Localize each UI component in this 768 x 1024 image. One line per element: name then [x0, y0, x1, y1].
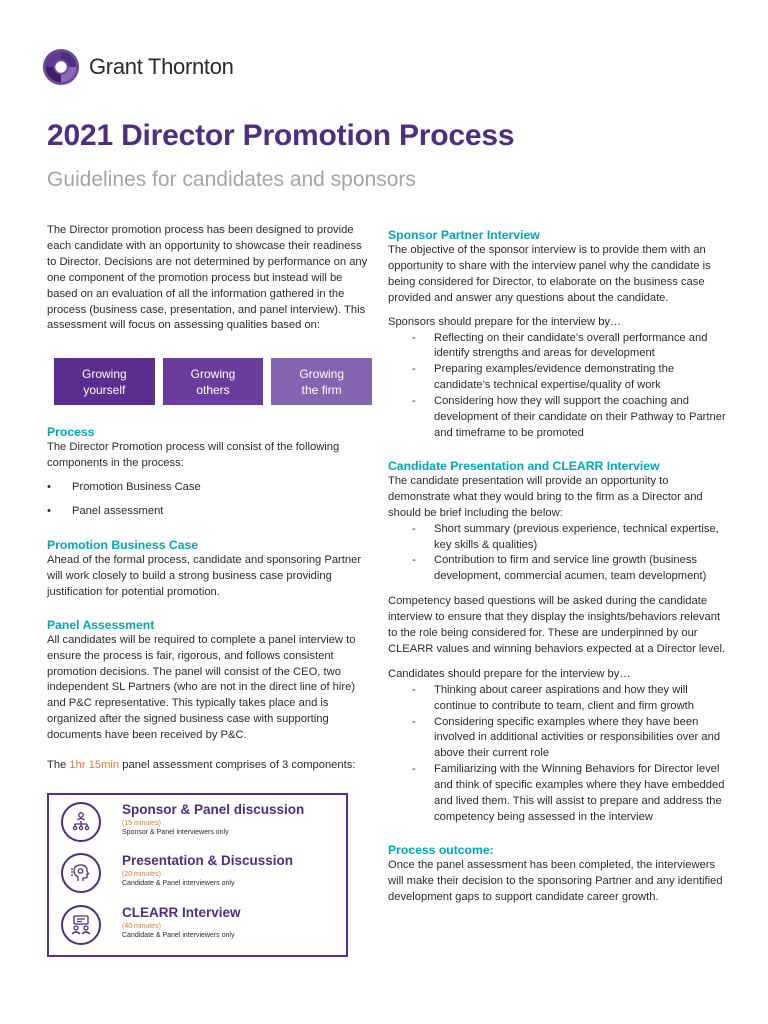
component-duration: (40 minutes): [122, 923, 161, 930]
grant-thornton-logo-icon: [42, 48, 80, 86]
outcome-section: [388, 842, 728, 906]
components-post: panel assessment comprises of 3 components:: [119, 759, 356, 772]
pill-growing-yourself: [54, 358, 155, 405]
left-column: [47, 223, 372, 774]
list-item: - Familiarizing with the Winning Behaviors for Director level and think of specific examples where they have embedded and lived them. This will assist to prepare and address the competency being assessed in the interview: [412, 762, 728, 826]
list-item: - Thinking about career aspirations and how they will continue to contribute to team, client and firm growth: [412, 683, 728, 715]
candidate-heading: Candidate Presentation and CLEARR Interview: [388, 458, 660, 473]
sponsor-section: [388, 227, 728, 442]
component-note: Sponsor & Panel interviewers only: [122, 829, 229, 836]
process-text: The Director Promotion process will consist of the following components in the process:: [47, 441, 340, 470]
list-item: - Considering how they will support the coaching and development of their candidate on their Pathway to Partner and timeframe to be promoted: [412, 394, 728, 442]
panel-text: All candidates will be required to complete a panel interview to ensure the process is fair, rigorous, and follows consistent promotion decisions. The panel will consist of the CEO, two independent SL Partners (who are not in the direct line of hire) and P&C representative. This typically takes place and is organized after the signed business case with supporting documents have been received by P&C.: [47, 633, 356, 742]
process-bullets: [47, 480, 372, 520]
list-item: - Considering specific examples where they have been involved in additional activities or responsibilities over and above their current role: [412, 715, 728, 763]
component-item: [61, 853, 293, 893]
component-note: Candidate & Panel interviewers only: [122, 880, 235, 887]
sponsor-text: The objective of the sponsor interview is to provide them with an opportunity to share with the interview panel why the candidate is being considered for Director, to elaborate on the business case provided and answer any questions about the candidate.: [388, 244, 711, 304]
pill-line: yourself: [83, 382, 126, 397]
business-case-heading: Promotion Business Case: [47, 537, 199, 552]
outcome-text: Once the panel assessment has been completed, the interviewers will make their decision to the sponsoring Partner and any identified development gaps to support candidate career growth.: [388, 858, 723, 903]
components-pre: The: [47, 759, 70, 772]
process-heading: Process: [47, 425, 95, 440]
pill-growing-the-firm: [271, 358, 372, 405]
panel-section: [47, 617, 372, 774]
pill-line: others: [196, 382, 230, 397]
head-gears-icon: [61, 853, 101, 893]
component-duration: (15 minutes): [122, 820, 161, 827]
pill-line: Growing: [190, 366, 236, 381]
page-title: 2021 Director Promotion Process: [47, 119, 515, 152]
candidate-prep: Candidates should prepare for the interview by…: [388, 667, 631, 680]
components-box: [47, 793, 348, 957]
component-title: CLEARR Interview: [122, 905, 241, 920]
panel-heading: Panel Assessment: [47, 617, 155, 632]
list-item: - Preparing examples/evidence demonstrating the candidate’s technical expertise/quality of work: [412, 362, 728, 394]
qualities-pills: [54, 358, 372, 405]
components-intro: [47, 758, 372, 774]
list-item: - Contribution to firm and service line growth (business development, commercial acumen, team development): [412, 553, 728, 585]
list-item: - Reflecting on their candidate’s overall performance and identify strengths and areas for development: [412, 331, 728, 363]
component-duration: (20 minutes): [122, 871, 161, 878]
page-subtitle: Guidelines for candidates and sponsors: [47, 168, 416, 191]
process-section: [47, 424, 372, 520]
candidate-list: [412, 522, 728, 586]
pill-line: Growing: [81, 366, 127, 381]
candidate-prep-list: [412, 683, 728, 826]
component-body: [122, 905, 241, 940]
brand-name: Grant Thornton: [89, 54, 234, 79]
right-column: [388, 227, 728, 906]
brand-logo: [42, 48, 234, 86]
sponsor-heading: Sponsor Partner Interview: [388, 228, 540, 242]
business-case-text: Ahead of the formal process, candidate and sponsoring Partner will work closely to build a strong business case providing justification for potential promotion.: [47, 553, 362, 598]
interview-chat-icon: [61, 905, 101, 945]
candidate-section: [388, 458, 728, 826]
component-title: Presentation & Discussion: [122, 853, 294, 868]
pill-growing-others: [163, 358, 264, 405]
pill-line: Growing: [299, 366, 345, 381]
component-note: Candidate & Panel interviewers only: [122, 932, 235, 939]
competency-text: Competency based questions will be asked during the candidate interview to ensure that they display the insights/behaviors relevant to the role being considered for. These are underpinned by our CLEARR values and winning behaviors expected at a Director level.: [388, 595, 726, 655]
component-body: [122, 853, 293, 888]
list-item: • Promotion Business Case: [47, 480, 372, 496]
component-body: [122, 802, 304, 837]
outcome-heading: Process outcome:: [388, 842, 494, 857]
list-item: - Short summary (previous experience, technical expertise, key skills & qualities): [412, 522, 728, 554]
business-case-section: [47, 537, 372, 601]
component-item: [61, 802, 304, 842]
pill-line: the firm: [301, 382, 342, 397]
list-item: • Panel assessment: [47, 504, 372, 520]
people-hierarchy-icon: [61, 802, 101, 842]
candidate-text: The candidate presentation will provide an opportunity to demonstrate what they would bring to the firm as a Director and should be brief including the below:: [388, 474, 703, 519]
sponsor-prep: Sponsors should prepare for the interview by…: [388, 315, 622, 328]
components-time: 1hr 15min: [69, 759, 120, 772]
sponsor-list: [412, 331, 728, 442]
component-item: [61, 905, 241, 945]
intro-paragraph: The Director promotion process has been designed to provide each candidate with an opportunity to showcase their readiness to Director. Decisions are not determined by performance on any one component of the promotion process but instead will be based on an evaluation of all the information gathered in the process (business case, presentation, and panel interview). This assessment will focus on assessing qualities based on:: [47, 224, 368, 332]
component-title: Sponsor & Panel discussion: [122, 802, 305, 817]
